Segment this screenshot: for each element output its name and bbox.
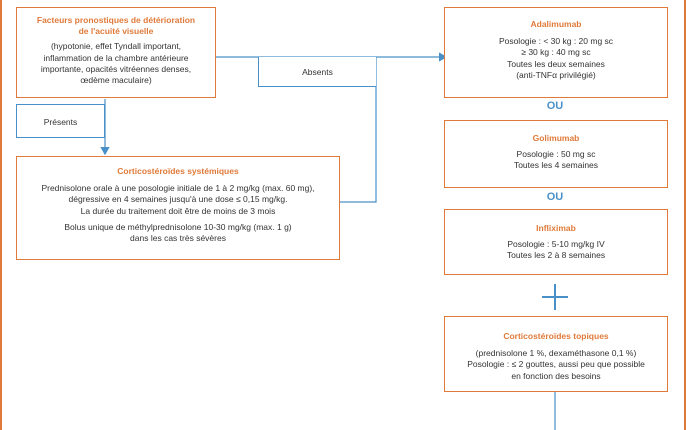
topical-title: Corticostéroïdes topiques <box>503 331 609 341</box>
or-label: OU <box>546 191 564 203</box>
adalimumab-box <box>444 7 668 98</box>
systemic-line: Bolus unique de méthylprednisolone 10-30 mg/kg (max. 1 g) <box>64 221 292 232</box>
golimumab-line: Posologie : 50 mg sc <box>516 149 596 160</box>
label-absent <box>258 57 376 87</box>
systemic-line: La durée du traitement doit être de moins de 3 mois <box>80 205 276 216</box>
adalimumab-line: (anti-TNFα privilégié) <box>516 69 596 80</box>
label-present-text: Présents <box>43 117 78 127</box>
infliximab-title: Infliximab <box>536 223 576 233</box>
or-label: OU <box>546 100 564 112</box>
prognostic-line: importante, opacités vitréennes denses, <box>40 63 192 74</box>
plus-icon <box>542 284 568 310</box>
adalimumab-line: ≥ 30 kg : 40 mg sc <box>521 47 591 58</box>
systemic-title: Corticostéroïdes systémiques <box>117 166 239 176</box>
systemic-line: dans les cas très sévères <box>130 233 226 244</box>
label-absent-text: Absents <box>302 67 333 77</box>
topical-corticosteroids-box <box>444 316 668 392</box>
label-present <box>16 104 105 138</box>
topical-line: en fonction des besoins <box>511 370 601 381</box>
infliximab-line: Posologie : 5-10 mg/kg IV <box>507 239 605 250</box>
infliximab-line: Toutes les 2 à 8 semaines <box>506 250 606 261</box>
prognostic-line: œdème maculaire) <box>80 75 152 86</box>
adalimumab-line: Posologie : < 30 kg : 20 mg sc <box>498 36 614 47</box>
prognostic-line: inflammation de la chambre antérieure <box>43 52 189 63</box>
prognostic-factors-box <box>16 7 216 98</box>
prognostic-line: (hypotonie, effet Tyndall important, <box>50 41 182 52</box>
topical-line: Posologie : ≤ 2 gouttes, aussi peu que possible <box>467 359 645 370</box>
systemic-line: dégressive en 4 semaines jusqu'à une dose ≤ 0,15 mg/kg. <box>68 194 288 205</box>
infliximab-box <box>444 209 668 275</box>
adalimumab-title: Adalimumab <box>530 19 582 29</box>
systemic-corticosteroids-box <box>16 156 340 260</box>
topical-line: (prednisolone 1 %, dexaméthasone 0,1 %) <box>475 348 637 359</box>
golimumab-line: Toutes les 4 semaines <box>513 160 599 171</box>
prognostic-title: Facteurs pronostiques de détérioration de l'acuité visuelle <box>36 15 196 37</box>
systemic-line: Prednisolone orale à une posologie initiale de 1 à 2 mg/kg (max. 60 mg), <box>41 183 315 194</box>
golimumab-box <box>444 120 668 188</box>
adalimumab-line: Toutes les deux semaines <box>507 58 605 69</box>
golimumab-title: Golimumab <box>532 133 580 143</box>
